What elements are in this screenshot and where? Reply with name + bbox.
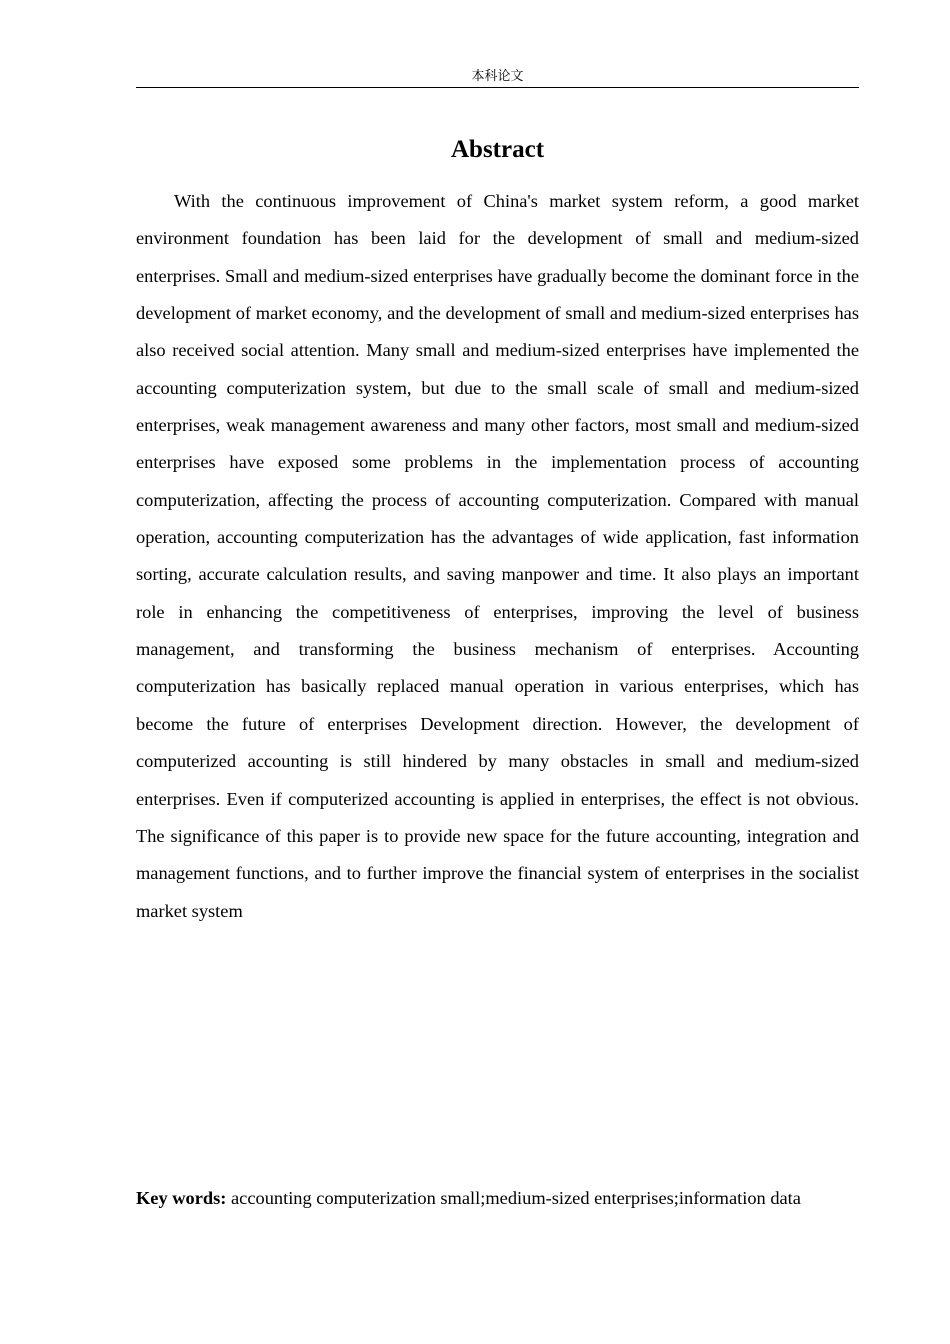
- keywords-value: accounting computerization small;medium-sized enterprises;information data: [226, 1188, 801, 1208]
- header-divider: [136, 87, 859, 88]
- abstract-title: Abstract: [450, 136, 545, 163]
- keywords-line: [136, 1180, 896, 1217]
- keywords-label: Key words:: [136, 1188, 227, 1208]
- abstract-body: With the continuous improvement of China's market system reform, a good market environment foundation has been laid for the development of small and medium-sized enterprises. Small and medium-sized enterprises have gradually become the dominant force in the development of market economy, and the development of small and medium-sized enterprises has also received social attention. Many small and medium-sized enterprises have implemented the accounting computerization system, but due to the small scale of small and medium-sized enterprises, weak management awareness and many other factors, most small and medium-sized enterprises have exposed some problems in the implementation process of accounting computerization, affecting the process of accounting computerization. Compared with manual operation, accounting computerization has the advantages of wide application, fast information sorting, accurate calculation results, and saving manpower and time. It also plays an important role in enhancing the competitiveness of enterprises, improving the level of business management, and transforming the business mechanism of enterprises. Accounting computerization has basically replaced manual operation in various enterprises, which has become the future of enterprises Development direction. However, the development of computerized accounting is still hindered by many obstacles in small and medium-sized enterprises. Even if computerized accounting is applied in enterprises, the effect is not obvious. The significance of this paper is to provide new space for the future accounting, integration and management functions, and to further improve the financial system of enterprises in the socialist market system: [136, 191, 859, 921]
- running-header: 本科论文: [471, 69, 524, 84]
